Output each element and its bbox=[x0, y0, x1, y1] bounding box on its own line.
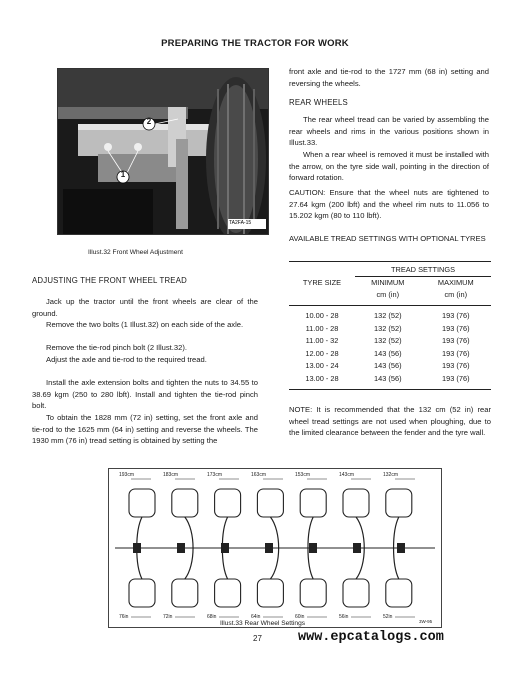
top-tread-label: 132cm bbox=[383, 472, 399, 478]
callout-1: 1 bbox=[120, 170, 126, 179]
top-tread-label: 153cm bbox=[295, 472, 311, 478]
col-minimum: MINIMUM bbox=[371, 277, 405, 287]
min-value: 132 (52) bbox=[374, 336, 402, 346]
wheel-hub bbox=[133, 543, 141, 553]
wheel-hub bbox=[265, 543, 273, 553]
tyre-bottom bbox=[300, 579, 326, 607]
min-value: 143 (56) bbox=[374, 373, 402, 383]
caution-text: CAUTION: Ensure that the wheel nuts are tightened to 27.64 kgm (200 lbft) and the wheel rim nuts to 11.056 to 15.202 kgm (80 to 110 lbft). bbox=[289, 188, 489, 221]
min-value: 143 (56) bbox=[374, 348, 402, 358]
callout-2: 2 bbox=[146, 117, 152, 126]
unit-minimum: cm (in) bbox=[376, 289, 400, 299]
tyre-bottom bbox=[257, 579, 283, 607]
bottom-tread-label: 60in bbox=[295, 614, 305, 620]
bottom-tread-label: 64in bbox=[251, 614, 261, 620]
top-tread-label: 163cm bbox=[251, 472, 267, 478]
min-value: 132 (52) bbox=[374, 311, 402, 321]
left-para-2: Remove the two bolts (1 Illust.32) on each side of the axle. bbox=[46, 320, 244, 329]
rear-para-2: When a rear wheel is removed it must be installed with the arrow, on the tyre side wall, pointing in the direction of forward rotation. bbox=[289, 150, 489, 183]
tyre-top bbox=[172, 489, 198, 517]
top-tread-label: 143cm bbox=[339, 472, 355, 478]
tread-table bbox=[289, 261, 491, 390]
table-row bbox=[289, 372, 491, 385]
tyre-bottom bbox=[386, 579, 412, 607]
caption-illust-32: Illust.32 Front Wheel Adjustment bbox=[88, 249, 183, 256]
left-para-1: Jack up the tractor until the front wheels are clear of the ground. bbox=[32, 297, 258, 318]
top-tread-label: 193cm bbox=[119, 472, 135, 478]
table-row bbox=[289, 360, 491, 373]
left-para-6: To obtain the 1828 mm (72 in) setting, set the front axle and tie-rod to the 1625 mm (64 in) setting and reverse the wheels. The 1930 mm (76 in) tread setting is obtained by setting the bbox=[32, 413, 258, 446]
bottom-tread-label: 68in bbox=[207, 614, 217, 620]
rear-wheel-diagram bbox=[108, 468, 442, 628]
tyre-size: 12.00 - 28 bbox=[305, 348, 339, 358]
front-wheel-photo bbox=[57, 68, 269, 235]
bottom-tread-label: 76in bbox=[119, 614, 129, 620]
max-value: 193 (76) bbox=[442, 361, 470, 371]
bottom-tread-label: 72in bbox=[163, 614, 173, 620]
wheel-hub bbox=[397, 543, 405, 553]
table-row bbox=[289, 310, 491, 323]
note-text: NOTE: It is recommended that the 132 cm (52 in) rear wheel tread settings are not used when ploughing, due to the limited clearance between the fender and the tyre wall. bbox=[289, 405, 491, 438]
right-continued: front axle and tie-rod to the 1727 mm (68 in) setting and reversing the wheels. bbox=[289, 67, 489, 88]
max-value: 193 (76) bbox=[442, 311, 470, 321]
max-value: 193 (76) bbox=[442, 348, 470, 358]
top-tread-label: 173cm bbox=[207, 472, 223, 478]
photo-stamp: TA2FA-15 bbox=[229, 220, 252, 226]
min-value: 143 (56) bbox=[374, 361, 402, 371]
left-para-5: Install the axle extension bolts and tighten the nuts to 34.55 to 38.69 kgm (250 to 280 lbft). Install and tighten the tie-rod pinch bolt. bbox=[32, 378, 258, 411]
watermark-url: www.epcatalogs.com bbox=[298, 630, 444, 645]
col-maximum: MAXIMUM bbox=[437, 277, 474, 287]
bottom-tread-label: 56in bbox=[339, 614, 349, 620]
tyre-top bbox=[343, 489, 369, 517]
bottom-tread-label: 52in bbox=[383, 614, 393, 620]
max-value: 193 (76) bbox=[442, 373, 470, 383]
tyre-size: 11.00 - 32 bbox=[305, 336, 339, 346]
tyre-top bbox=[215, 489, 241, 517]
tyre-size: 13.00 - 24 bbox=[305, 361, 339, 371]
wheel-hub bbox=[309, 543, 317, 553]
table-group-header: TREAD SETTINGS bbox=[355, 262, 491, 277]
caption-illust-33: Illust.33 Rear Wheel Settings bbox=[220, 620, 306, 627]
col-tyre-size: TYRE SIZE bbox=[302, 277, 342, 287]
left-para-4: Adjust the axle and tie-rod to the required tread. bbox=[46, 355, 207, 364]
tyre-bottom bbox=[172, 579, 198, 607]
tyre-size: 13.00 - 28 bbox=[305, 373, 339, 383]
min-value: 132 (52) bbox=[374, 323, 402, 333]
wheel-hub bbox=[177, 543, 185, 553]
page-title: PREPARING THE TRACTOR FOR WORK bbox=[161, 38, 349, 49]
table-row bbox=[289, 322, 491, 335]
max-value: 193 (76) bbox=[442, 323, 470, 333]
front-wheel-heading: ADJUSTING THE FRONT WHEEL TREAD bbox=[32, 276, 187, 285]
max-value: 193 (76) bbox=[442, 336, 470, 346]
tyre-top bbox=[129, 489, 155, 517]
tyre-size: 11.00 - 28 bbox=[305, 323, 339, 333]
wheel-hub bbox=[353, 543, 361, 553]
table-row bbox=[289, 347, 491, 360]
tyre-bottom bbox=[215, 579, 241, 607]
tyre-bottom bbox=[343, 579, 369, 607]
tyre-size: 10.00 - 28 bbox=[305, 311, 339, 321]
wheel-hub bbox=[221, 543, 229, 553]
top-tread-label: 183cm bbox=[163, 472, 179, 478]
rear-para-1: The rear wheel tread can be varied by assembling the rear wheels and rims in the various positions shown in Illust.33. bbox=[289, 115, 489, 148]
diagram-stamp: 3W-95 bbox=[419, 619, 433, 624]
left-para-3: Remove the tie-rod pinch bolt (2 Illust.32). bbox=[46, 343, 187, 352]
wheel-settings-drawing bbox=[109, 469, 441, 627]
front-axle-illustration bbox=[58, 69, 268, 234]
tyre-top bbox=[300, 489, 326, 517]
tyre-bottom bbox=[129, 579, 155, 607]
unit-maximum: cm (in) bbox=[444, 289, 468, 299]
tyre-top bbox=[257, 489, 283, 517]
table-row bbox=[289, 335, 491, 348]
rear-wheels-heading: REAR WHEELS bbox=[289, 98, 348, 107]
page-number: 27 bbox=[253, 634, 262, 643]
tyre-top bbox=[386, 489, 412, 517]
table-heading: AVAILABLE TREAD SETTINGS WITH OPTIONAL TYRES bbox=[289, 234, 486, 243]
